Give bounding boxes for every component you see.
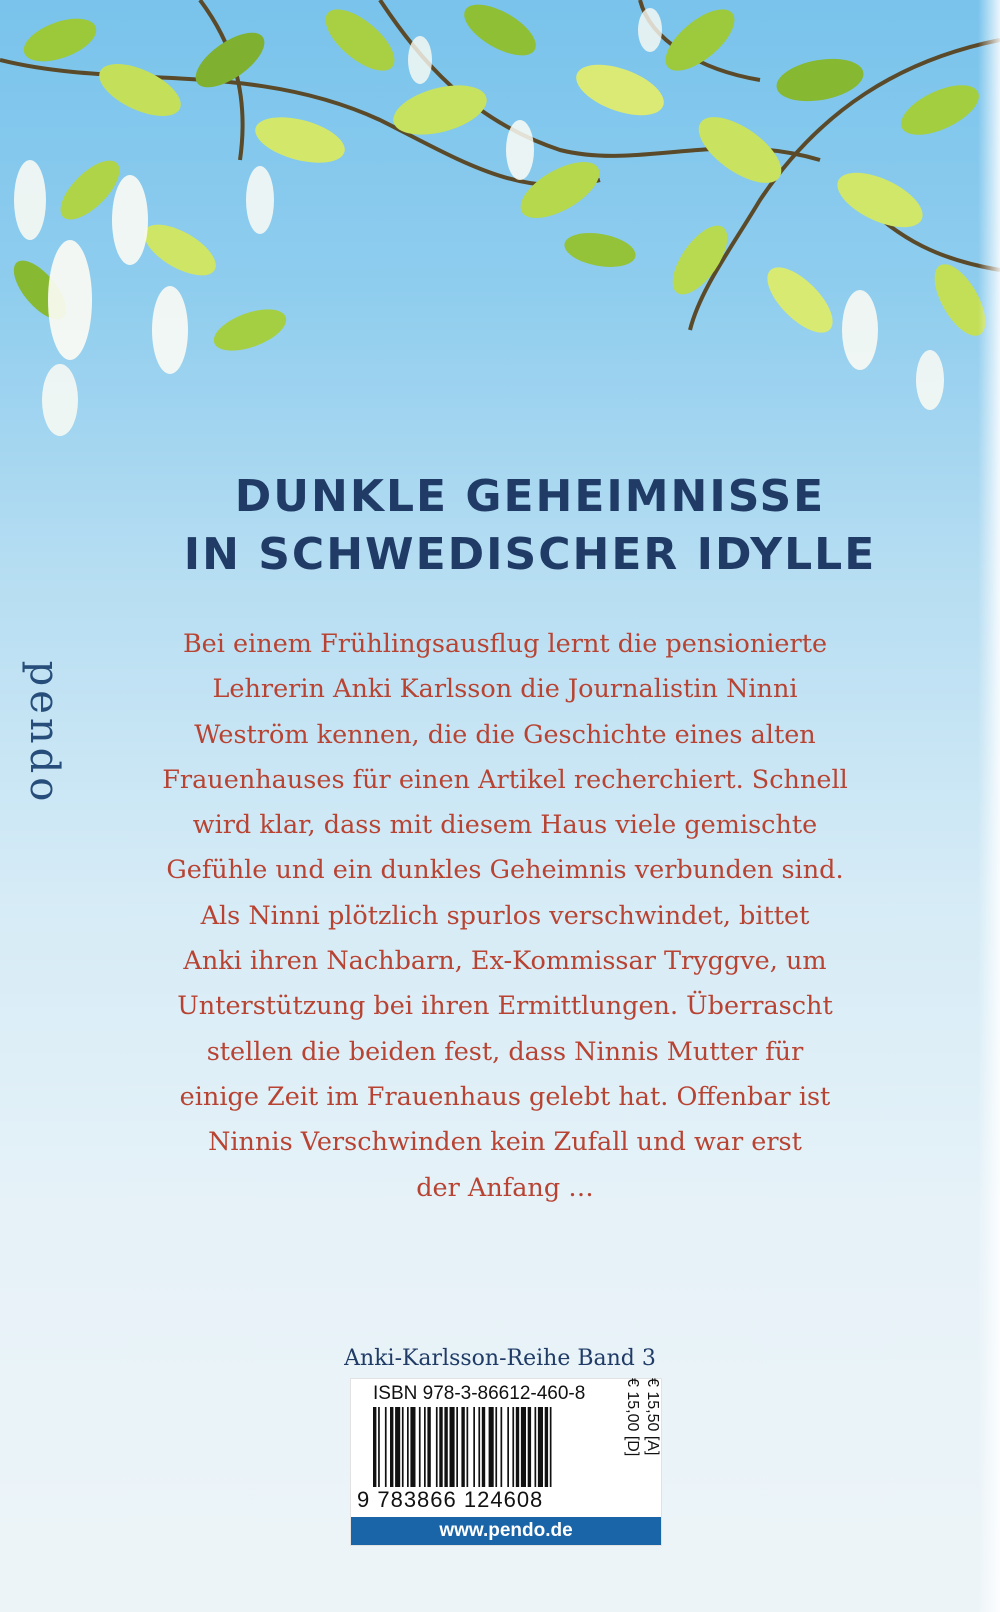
blurb-text: [110, 622, 900, 1211]
barcode-bar: [495, 1407, 497, 1487]
barcode-bar: [467, 1407, 469, 1487]
page-edge-highlight: [978, 0, 1000, 1612]
headline-line-2: IN SCHWEDISCHER IDYLLE: [183, 529, 877, 580]
blurb-line: Bei einem Frühlingsausflug lernt die pensionierte: [182, 629, 828, 659]
blurb-line: Weström kennen, die die Geschichte eines alten: [194, 719, 816, 750]
publisher-name: pendo: [21, 660, 67, 806]
barcode-bar: [427, 1407, 430, 1487]
price-austria: € 15,50 [A]: [644, 1378, 661, 1456]
barcode-bar: [461, 1407, 464, 1487]
barcode-bar: [521, 1407, 526, 1487]
publisher-url[interactable]: www.pendo.de: [351, 1517, 661, 1545]
series-label: Anki-Karlsson-Reihe Band 3: [344, 1346, 656, 1371]
blurb-line: Als Ninni plötzlich spurlos verschwindet, bittet: [200, 900, 810, 931]
barcode-bar: [436, 1407, 438, 1487]
barcode-bar: [402, 1407, 404, 1487]
barcode-bar: [439, 1407, 442, 1487]
barcode-bar: [390, 1407, 393, 1487]
price-block: [624, 1378, 661, 1505]
barcode-bar: [512, 1407, 514, 1487]
barcode-bar: [456, 1407, 458, 1487]
barcode-bar: [545, 1407, 548, 1487]
barcode-bar: [535, 1407, 537, 1487]
barcode-bar: [550, 1407, 552, 1487]
barcode-bar: [478, 1407, 480, 1487]
blurb-line: stellen die beiden fest, dass Ninnis Mutter für: [206, 1036, 804, 1067]
barcode-bar: [419, 1407, 421, 1487]
barcode-bar: [385, 1407, 387, 1487]
price-germany: € 15,00 [D]: [624, 1378, 641, 1457]
barcode-bar: [373, 1407, 376, 1487]
publisher-logo: [12, 640, 72, 840]
blurb-line: Lehrerin Anki Karlsson die Journalistin Ninni: [212, 674, 798, 705]
barcode-bar: [489, 1407, 494, 1487]
blurb-line: wird klar, dass mit diesem Haus viele gemischte: [192, 810, 818, 841]
barcode-bar: [528, 1407, 531, 1487]
barcode-bar: [516, 1407, 519, 1487]
barcode-bar: [424, 1407, 426, 1487]
headline-line-1: DUNKLE GEHEIMNISSE: [234, 471, 826, 522]
barcode-bar: [507, 1407, 509, 1487]
blurb-line: Frauenhauses für einen Artikel recherchiert. Schnell: [162, 764, 848, 795]
barcode-bar: [482, 1407, 485, 1487]
barcode-bars: [371, 1407, 616, 1487]
blurb-line: Ninnis Verschwinden kein Zufall und war erst: [208, 1127, 802, 1158]
barcode-bar: [473, 1407, 475, 1487]
barcode-bar: [410, 1407, 415, 1487]
barcode-bar: [378, 1407, 380, 1487]
blurb-line: der Anfang …: [416, 1172, 594, 1203]
blurb-line: einige Zeit im Frauenhaus gelebt hat. Offenbar ist: [179, 1081, 831, 1112]
blurb-line: Anki ihren Nachbarn, Ex-Kommissar Tryggve, um: [183, 946, 827, 977]
barcode-bar: [450, 1407, 455, 1487]
blurb-line: Unterstützung bei ihren Ermittlungen. Überrascht: [177, 991, 833, 1022]
barcode-digits: 9 783866 124608: [357, 1487, 544, 1512]
barcode-bar: [501, 1407, 503, 1487]
foliage-illustration: [0, 0, 1000, 440]
barcode-bar: [538, 1407, 543, 1487]
blurb-line: Gefühle und ein dunkles Geheimnis verbunden sind.: [166, 855, 844, 886]
barcode-bar: [444, 1407, 447, 1487]
barcode-box: [350, 1378, 662, 1546]
barcode-bar: [407, 1407, 409, 1487]
barcode-bar: [395, 1407, 400, 1487]
isbn-label: ISBN 978-3-86612-460-8: [373, 1383, 586, 1404]
